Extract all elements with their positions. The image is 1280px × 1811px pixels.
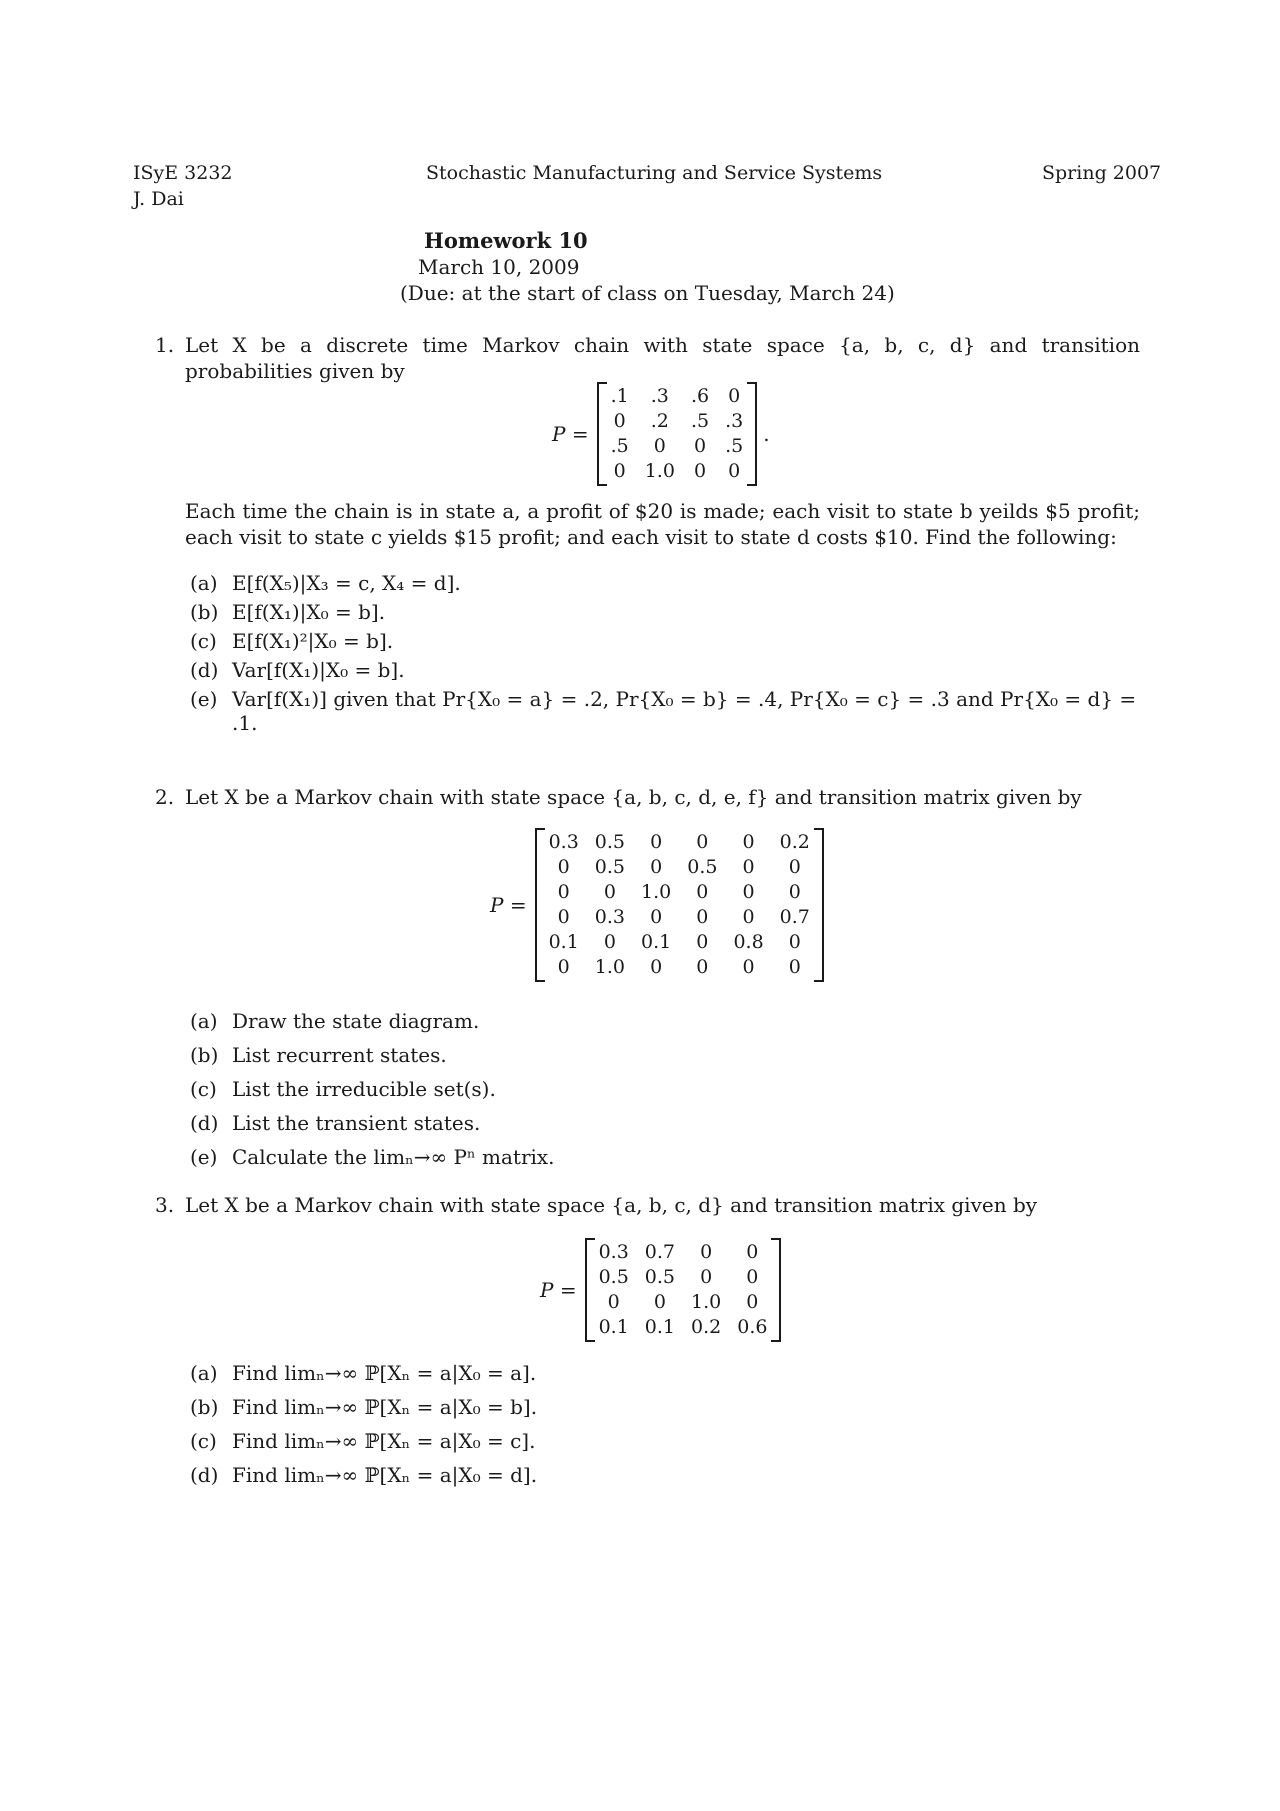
matrix-label: P = [490,893,527,917]
matrix-cell: 0.2 [779,831,810,853]
matrix-cell: 0.1 [598,1316,629,1338]
sub-question-text: Var[f(X₁)] given that Pr{X₀ = a} = .2, Pr{X₀ = b} = .4, Pr{X₀ = c} = .3 and Pr{X₀ = d} = [232,687,1137,711]
sub-question-label: (b) [190,1043,219,1067]
sub-question [190,599,385,625]
sub-question [190,686,1136,712]
matrix-row [591,1265,776,1290]
matrix-cell: .3 [725,410,744,432]
matrix-cell: 0 [742,856,755,878]
sub-question-label: (e) [190,1145,218,1169]
matrix-cell: 0.5 [644,1266,676,1288]
sub-question [190,1076,496,1102]
matrix-row [603,409,752,434]
matrix-cell: 0 [693,435,707,457]
matrix-cell: .5 [690,410,710,432]
matrix-label: P = [552,422,589,446]
sub-question [190,1008,479,1034]
instructor-name: J. Dai [133,188,184,210]
sub-question-label: (c) [190,1077,217,1101]
matrix-row [591,1315,776,1340]
sub-question-label: (d) [190,1463,219,1487]
sub-question-text: List the irreducible set(s). [232,1077,496,1101]
problem-1-text2 [155,498,1140,550]
sub-question-text: E[f(X₁)²|X₀ = b]. [232,629,394,653]
matrix-cell: 0 [728,460,741,482]
matrix-cell: .2 [650,410,669,432]
matrix-cell: 0 [603,881,616,903]
problem-3 [155,1192,1140,1218]
matrix-cell: 0 [696,931,709,953]
sub-question [190,1462,537,1488]
sub-question-label: (a) [190,1361,218,1385]
problem-number: 1. [155,333,175,357]
matrix-row [603,384,752,409]
matrix-cell: 0 [788,956,801,978]
matrix-cell: 0 [557,881,570,903]
matrix-row [541,880,818,905]
matrix-cell: 0 [696,831,709,853]
matrix-row [591,1290,776,1315]
matrix-cell: 0 [700,1241,713,1263]
matrix-cell: 0.3 [598,1241,629,1263]
matrix-cell: 0 [696,881,709,903]
matrix-cell: 1.0 [641,881,672,903]
matrix-row [541,830,818,855]
course-code: ISyE 3232 [133,162,233,184]
sub-question-text: Draw the state diagram. [232,1009,480,1033]
matrix-cell: 0 [746,1241,759,1263]
sub-question [190,1042,447,1068]
homework-title: Homework 10 [424,228,588,253]
sub-question-text: Find limₙ→∞ ℙ[Xₙ = a|X₀ = d]. [232,1463,538,1487]
problem-text: Let X be a Markov chain with state space {a, b, c, d} and transition matrix given by [185,1193,1038,1217]
problem-text: Let X be a Markov chain with state space {a, b, c, d, e, f} and transition matrix given by [185,785,1082,809]
sub-question-label: (e) [190,687,218,711]
matrix-row [541,905,818,930]
matrix-cell: 1.0 [644,460,675,482]
sub-question-label: (b) [190,600,219,624]
matrix-cell: .5 [610,435,629,457]
sub-question-text-continued: .1. [232,711,258,735]
matrix-cell: 0 [788,931,801,953]
sub-question-label: (d) [190,658,219,682]
matrix-cell: 1.0 [594,956,626,978]
matrix-cell: 0 [788,881,801,903]
problem-1 [155,332,1140,384]
matrix-cell: 0 [728,385,741,407]
matrix-cell: 0 [700,1266,713,1288]
sub-question-label: (c) [190,629,217,653]
sub-question-label: (c) [190,1429,217,1453]
sub-question-text: Find limₙ→∞ ℙ[Xₙ = a|X₀ = b]. [232,1395,538,1419]
matrix-row [541,955,818,980]
homework-due: (Due: at the start of class on Tuesday, March 24) [400,281,895,305]
sub-question-text: List the transient states. [232,1111,481,1135]
matrix-cell: 0 [650,856,663,878]
sub-question-text: Var[f(X₁)|X₀ = b]. [232,658,405,682]
sub-question [190,570,461,596]
matrix-cell: 0 [613,460,626,482]
matrix-cell: 0.1 [644,1316,676,1338]
sub-question-label: (a) [190,1009,218,1033]
matrix-row [603,459,752,484]
sub-question-text: List recurrent states. [232,1043,447,1067]
matrix-cell: 0.1 [548,931,579,953]
matrix-cell: 0 [788,856,801,878]
problem-1-matrix [552,382,770,486]
matrix-cell: 0.3 [594,906,626,928]
sub-question-text: Calculate the limₙ→∞ Pⁿ matrix. [232,1145,555,1169]
course-title: Stochastic Manufacturing and Service Systems [426,162,883,184]
matrix-brackets [587,1238,780,1342]
matrix-label: P = [540,1278,577,1302]
matrix-cell: 0 [746,1266,759,1288]
sub-question [190,1394,537,1420]
sub-question [190,1144,555,1170]
sub-question-text: Find limₙ→∞ ℙ[Xₙ = a|X₀ = a]. [232,1361,537,1385]
sub-question-text: E[f(X₁)|X₀ = b]. [232,600,386,624]
matrix-cell: 1.0 [691,1291,722,1313]
matrix-table [541,830,818,980]
matrix-cell: 0 [603,931,616,953]
matrix-cell: 0 [557,956,570,978]
matrix-row [541,855,818,880]
matrix-cell: 0.5 [594,856,626,878]
problem-text-continued: Each time the chain is in state a, a profit of $20 is made; each visit to state b yeilds $5 profit; each visit to state c yields $15 profit; and each visit to state d costs $10. Find the following: [185,499,1140,549]
problem-2-matrix [490,828,822,982]
matrix-cell: 0 [696,956,709,978]
matrix-cell: 0.5 [594,831,626,853]
matrix-cell: 0.5 [687,856,718,878]
matrix-cell: 0 [746,1291,759,1313]
matrix-cell: .6 [690,385,710,407]
sub-question [190,1428,535,1454]
matrix-cell: 0.5 [598,1266,629,1288]
matrix-table [591,1240,776,1340]
sub-question [190,1110,480,1136]
problem-text: Let X be a discrete time Markov chain with state space {a, b, c, d} and transition probabilities given by [185,333,1140,383]
matrix-cell: 0 [693,460,707,482]
matrix-cell: .5 [725,435,744,457]
matrix-cell: 0 [650,906,663,928]
matrix-brackets [599,382,756,486]
term: Spring 2007 [1042,162,1162,184]
matrix-cell: 0.3 [548,831,579,853]
problem-number: 2. [155,785,175,809]
matrix-cell: 0 [696,906,709,928]
title-block [400,228,895,306]
matrix-row [603,434,752,459]
matrix-cell: 0 [742,956,755,978]
matrix-cell: 0 [557,906,570,928]
matrix-cell: 0.7 [779,906,810,928]
matrix-cell: 0.2 [691,1316,722,1338]
matrix-table [603,384,752,484]
matrix-cell: 0 [650,956,663,978]
matrix-cell: 0 [607,1291,620,1313]
matrix-cell: 0 [653,435,666,457]
sub-question [190,628,393,654]
matrix-cell: 0 [557,856,570,878]
matrix-trailing-period: . [763,422,770,446]
matrix-cell: 0 [742,881,755,903]
matrix-cell: 0 [613,410,626,432]
sub-question [190,1360,536,1386]
problem-number: 3. [155,1193,175,1217]
matrix-cell: 0.7 [644,1241,676,1263]
matrix-brackets [537,828,822,982]
matrix-cell: .3 [650,385,669,407]
problem-2 [155,784,1140,810]
matrix-row [541,930,818,955]
matrix-cell: 0 [742,906,755,928]
matrix-cell: 0 [650,831,663,853]
matrix-cell: 0 [653,1291,666,1313]
sub-question [190,657,405,683]
matrix-cell: 0.8 [733,931,764,953]
sub-question-text: E[f(X₅)|X₃ = c, X₄ = d]. [232,571,461,595]
matrix-cell: .1 [610,385,629,407]
homework-date: March 10, 2009 [418,255,580,279]
matrix-row [591,1240,776,1265]
matrix-cell: 0 [742,831,755,853]
problem-3-matrix [540,1238,779,1342]
matrix-cell: 0.1 [641,931,672,953]
sub-question-label: (d) [190,1111,219,1135]
matrix-cell: 0.6 [737,1316,768,1338]
sub-question-label: (a) [190,571,218,595]
sub-question-label: (b) [190,1395,219,1419]
sub-question-text: Find limₙ→∞ ℙ[Xₙ = a|X₀ = c]. [232,1429,536,1453]
